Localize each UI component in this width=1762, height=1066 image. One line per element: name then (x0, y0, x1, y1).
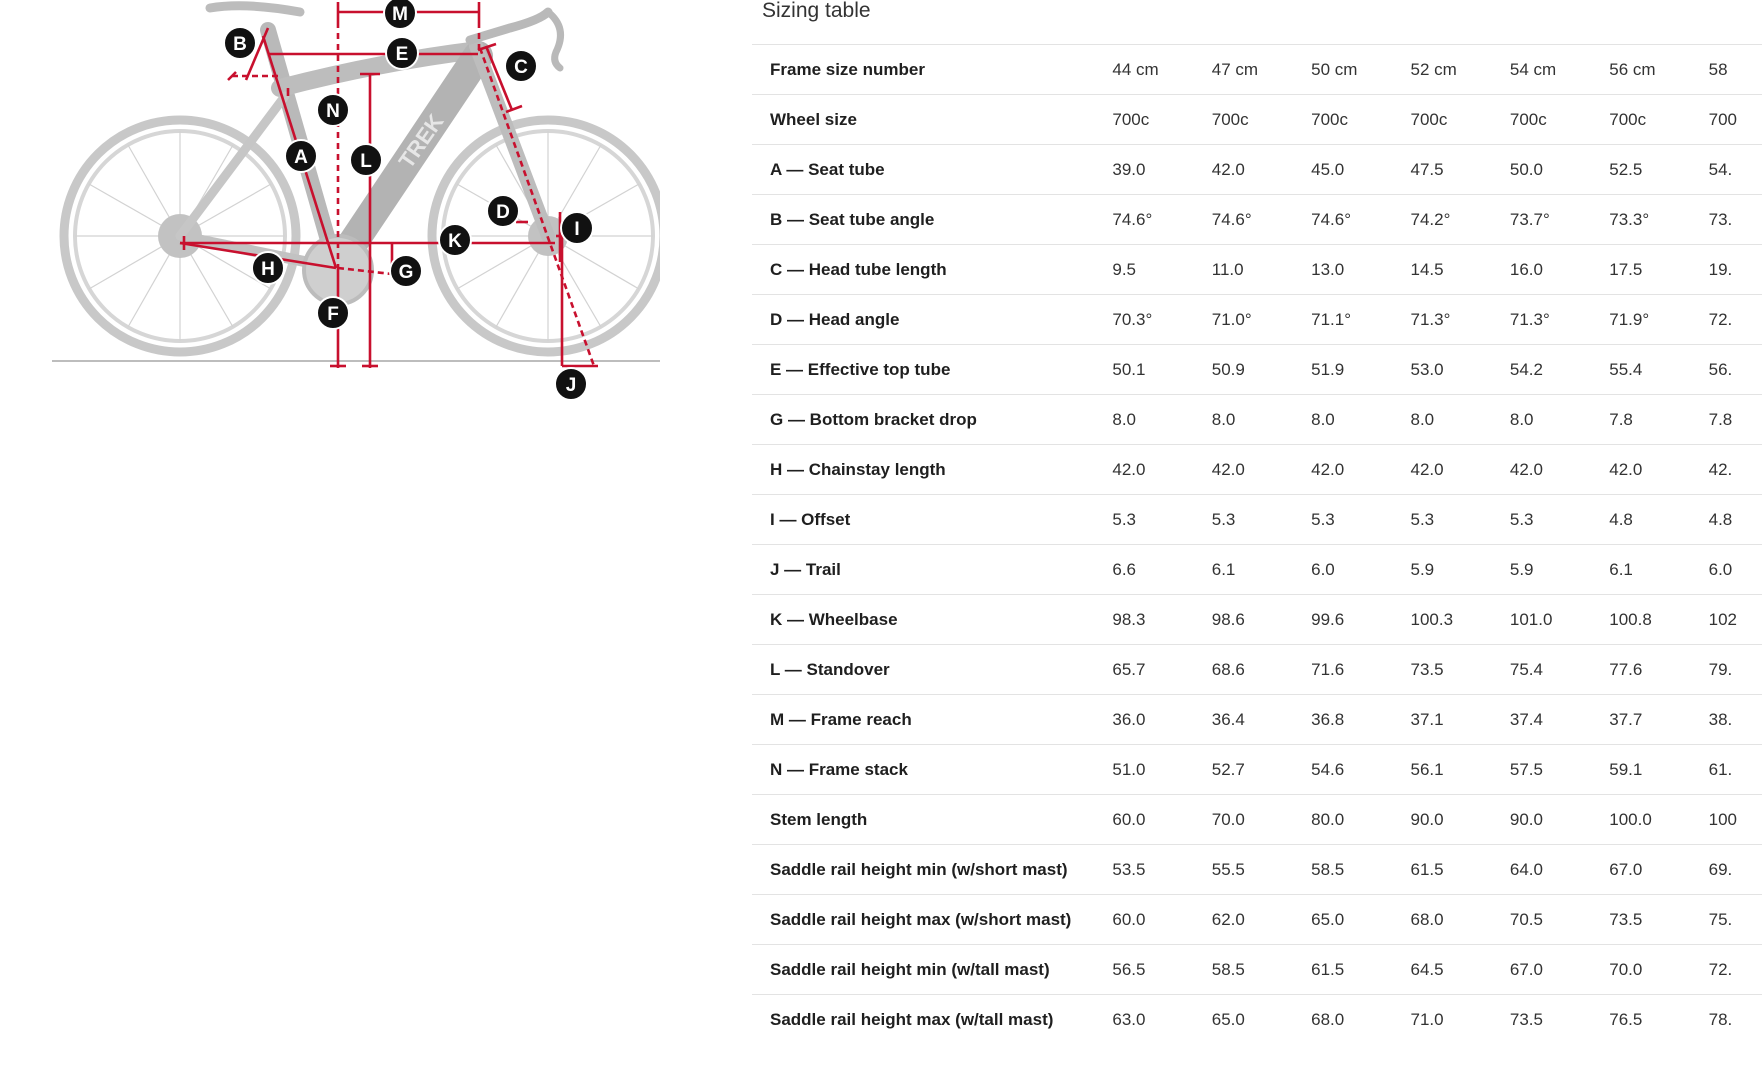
marker-letter: B (233, 34, 247, 55)
table-cell: 73.5 (1607, 895, 1706, 945)
row-label: G — Bottom bracket drop (752, 395, 1110, 445)
table-cell: 72. (1707, 295, 1762, 345)
table-cell: 60.0 (1110, 795, 1209, 845)
table-cell: 56.5 (1110, 945, 1209, 995)
table-cell: 42.0 (1210, 445, 1309, 495)
table-cell: 36.0 (1110, 695, 1209, 745)
table-cell: 47.5 (1409, 145, 1508, 195)
table-cell: 98.3 (1110, 595, 1209, 645)
table-row (752, 895, 1762, 945)
frame-brand-text: TREK (393, 109, 449, 173)
table-cell: 14.5 (1409, 245, 1508, 295)
table-cell: 51.9 (1309, 345, 1408, 395)
row-label: L — Standover (752, 645, 1110, 695)
table-cell: 42.0 (1110, 445, 1209, 495)
table-row (752, 445, 1762, 495)
marker-letter: F (327, 304, 339, 325)
table-cell: 90.0 (1508, 795, 1607, 845)
table-cell: 71.3° (1409, 295, 1508, 345)
table-cell: 68.0 (1309, 995, 1408, 1045)
table-cell: 44 cm (1110, 45, 1209, 95)
table-cell: 54.2 (1508, 345, 1607, 395)
marker-g (390, 255, 422, 287)
sizing-table (752, 44, 1762, 1045)
table-cell: 74.6° (1110, 195, 1209, 245)
table-cell: 67.0 (1508, 945, 1607, 995)
table-cell: 77.6 (1607, 645, 1706, 695)
table-cell: 79. (1707, 645, 1762, 695)
table-cell: 71.6 (1309, 645, 1408, 695)
table-cell: 71.0 (1409, 995, 1508, 1045)
table-cell: 100.3 (1409, 595, 1508, 645)
row-label: I — Offset (752, 495, 1110, 545)
table-cell: 78. (1707, 995, 1762, 1045)
table-cell: 19. (1707, 245, 1762, 295)
table-cell: 13.0 (1309, 245, 1408, 295)
marker-k (439, 224, 471, 256)
table-cell: 71.1° (1309, 295, 1408, 345)
table-row (752, 145, 1762, 195)
table-row (752, 495, 1762, 545)
table-cell: 64.0 (1508, 845, 1607, 895)
table-cell: 70.5 (1508, 895, 1607, 945)
table-row (752, 645, 1762, 695)
row-label: M — Frame reach (752, 695, 1110, 745)
table-cell: 64.5 (1409, 945, 1508, 995)
row-label: D — Head angle (752, 295, 1110, 345)
table-cell: 73.5 (1508, 995, 1607, 1045)
table-cell: 9.5 (1110, 245, 1209, 295)
table-cell: 4.8 (1607, 495, 1706, 545)
table-cell: 70.3° (1110, 295, 1209, 345)
table-cell: 55.4 (1607, 345, 1706, 395)
table-cell: 101.0 (1508, 595, 1607, 645)
table-cell: 69. (1707, 845, 1762, 895)
marker-b (224, 27, 256, 59)
table-row (752, 995, 1762, 1045)
table-cell: 80.0 (1309, 795, 1408, 845)
table-cell: 700c (1309, 95, 1408, 145)
table-cell: 47 cm (1210, 45, 1309, 95)
table-cell: 700c (1607, 95, 1706, 145)
table-cell: 54.6 (1309, 745, 1408, 795)
row-label: Saddle rail height max (w/tall mast) (752, 995, 1110, 1045)
marker-n (317, 94, 349, 126)
table-cell: 98.6 (1210, 595, 1309, 645)
marker-letter: C (514, 57, 528, 78)
table-cell: 8.0 (1309, 395, 1408, 445)
marker-a (285, 140, 317, 172)
table-cell: 700 (1707, 95, 1762, 145)
marker-c (505, 50, 537, 82)
table-cell: 700c (1409, 95, 1508, 145)
table-cell: 58 (1707, 45, 1762, 95)
table-cell: 70.0 (1210, 795, 1309, 845)
table-cell: 100.8 (1607, 595, 1706, 645)
table-cell: 6.0 (1309, 545, 1408, 595)
table-cell: 56 cm (1607, 45, 1706, 95)
table-cell: 6.0 (1707, 545, 1762, 595)
marker-letter: N (326, 101, 340, 122)
table-cell: 55.5 (1210, 845, 1309, 895)
bike-geometry-diagram (0, 0, 660, 420)
marker-letter: L (360, 151, 372, 172)
table-cell: 8.0 (1210, 395, 1309, 445)
table-cell: 70.0 (1607, 945, 1706, 995)
table-cell: 53.0 (1409, 345, 1508, 395)
table-cell: 36.4 (1210, 695, 1309, 745)
table-cell: 65.0 (1210, 995, 1309, 1045)
marker-letter: G (398, 262, 414, 283)
marker-letter: M (392, 4, 408, 25)
table-cell: 67.0 (1607, 845, 1706, 895)
row-label: Saddle rail height max (w/short mast) (752, 895, 1110, 945)
table-cell: 75.4 (1508, 645, 1607, 695)
table-cell: 39.0 (1110, 145, 1209, 195)
table-cell: 73.3° (1607, 195, 1706, 245)
table-cell: 71.3° (1508, 295, 1607, 345)
table-cell: 6.6 (1110, 545, 1209, 595)
table-row (752, 745, 1762, 795)
table-cell: 76.5 (1607, 995, 1706, 1045)
table-cell: 62.0 (1210, 895, 1309, 945)
row-label: E — Effective top tube (752, 345, 1110, 395)
table-cell: 56.1 (1409, 745, 1508, 795)
marker-h (252, 252, 284, 284)
table-cell: 61. (1707, 745, 1762, 795)
table-cell: 700c (1210, 95, 1309, 145)
table-cell: 37.4 (1508, 695, 1607, 745)
table-row (752, 845, 1762, 895)
table-cell: 42. (1707, 445, 1762, 495)
sizing-table-body (752, 45, 1762, 1045)
table-cell: 60.0 (1110, 895, 1209, 945)
table-cell: 74.6° (1309, 195, 1408, 245)
row-label: H — Chainstay length (752, 445, 1110, 495)
table-cell: 51.0 (1110, 745, 1209, 795)
table-cell: 5.3 (1508, 495, 1607, 545)
table-cell: 36.8 (1309, 695, 1408, 745)
table-cell: 37.1 (1409, 695, 1508, 745)
bike-geometry-svg (0, 0, 660, 420)
row-label: B — Seat tube angle (752, 195, 1110, 245)
row-label: J — Trail (752, 545, 1110, 595)
table-cell: 52 cm (1409, 45, 1508, 95)
table-cell: 71.0° (1210, 295, 1309, 345)
marker-letter: D (496, 202, 510, 223)
row-label: Saddle rail height min (w/short mast) (752, 845, 1110, 895)
table-row (752, 195, 1762, 245)
table-cell: 8.0 (1110, 395, 1209, 445)
table-cell: 54 cm (1508, 45, 1607, 95)
table-cell: 59.1 (1607, 745, 1706, 795)
table-row (752, 795, 1762, 845)
table-cell: 6.1 (1607, 545, 1706, 595)
table-cell: 700c (1110, 95, 1209, 145)
row-label: A — Seat tube (752, 145, 1110, 195)
table-cell: 102 (1707, 595, 1762, 645)
table-cell: 42.0 (1409, 445, 1508, 495)
table-cell: 61.5 (1409, 845, 1508, 895)
marker-letter: K (448, 231, 462, 252)
table-cell: 73.5 (1409, 645, 1508, 695)
row-label: Wheel size (752, 95, 1110, 145)
marker-letter: I (574, 219, 580, 240)
table-cell: 72. (1707, 945, 1762, 995)
marker-l (350, 144, 382, 176)
row-label: Frame size number (752, 45, 1110, 95)
table-cell: 8.0 (1508, 395, 1607, 445)
table-cell: 74.6° (1210, 195, 1309, 245)
row-label: C — Head tube length (752, 245, 1110, 295)
table-cell: 6.1 (1210, 545, 1309, 595)
table-cell: 38. (1707, 695, 1762, 745)
table-cell: 50.9 (1210, 345, 1309, 395)
table-cell: 63.0 (1110, 995, 1209, 1045)
table-row (752, 345, 1762, 395)
sizing-table-section (752, 0, 1762, 1066)
table-cell: 37.7 (1607, 695, 1706, 745)
table-cell: 7.8 (1707, 395, 1762, 445)
table-row (752, 45, 1762, 95)
row-label: Stem length (752, 795, 1110, 845)
table-cell: 5.3 (1409, 495, 1508, 545)
marker-letter: E (395, 44, 409, 65)
table-row (752, 395, 1762, 445)
table-cell: 50.0 (1508, 145, 1607, 195)
table-cell: 73. (1707, 195, 1762, 245)
table-title: Sizing table (762, 0, 871, 22)
table-cell: 100 (1707, 795, 1762, 845)
table-cell: 11.0 (1210, 245, 1309, 295)
marker-f (317, 297, 349, 329)
table-cell: 42.0 (1607, 445, 1706, 495)
table-cell: 42.0 (1210, 145, 1309, 195)
table-cell: 65.0 (1309, 895, 1408, 945)
table-cell: 58.5 (1309, 845, 1408, 895)
table-row (752, 95, 1762, 145)
table-cell: 65.7 (1110, 645, 1209, 695)
table-cell: 5.3 (1110, 495, 1209, 545)
marker-m (384, 0, 416, 29)
table-cell: 50 cm (1309, 45, 1408, 95)
table-row (752, 295, 1762, 345)
table-cell: 8.0 (1409, 395, 1508, 445)
table-cell: 52.7 (1210, 745, 1309, 795)
row-label: Saddle rail height min (w/tall mast) (752, 945, 1110, 995)
table-row (752, 945, 1762, 995)
table-cell: 68.0 (1409, 895, 1508, 945)
marker-letter: H (261, 259, 275, 280)
table-cell: 5.9 (1508, 545, 1607, 595)
marker-d (487, 195, 519, 227)
table-cell: 75. (1707, 895, 1762, 945)
table-cell: 52.5 (1607, 145, 1706, 195)
table-cell: 54. (1707, 145, 1762, 195)
table-cell: 71.9° (1607, 295, 1706, 345)
row-label: K — Wheelbase (752, 595, 1110, 645)
table-cell: 58.5 (1210, 945, 1309, 995)
table-cell: 56. (1707, 345, 1762, 395)
table-cell: 42.0 (1309, 445, 1408, 495)
table-row (752, 595, 1762, 645)
table-row (752, 245, 1762, 295)
marker-letter: A (294, 147, 308, 168)
table-cell: 90.0 (1409, 795, 1508, 845)
row-label: N — Frame stack (752, 745, 1110, 795)
table-cell: 57.5 (1508, 745, 1607, 795)
table-cell: 4.8 (1707, 495, 1762, 545)
table-cell: 45.0 (1309, 145, 1408, 195)
table-cell: 53.5 (1110, 845, 1209, 895)
table-cell: 99.6 (1309, 595, 1408, 645)
table-cell: 73.7° (1508, 195, 1607, 245)
table-cell: 68.6 (1210, 645, 1309, 695)
table-cell: 5.3 (1309, 495, 1408, 545)
table-cell: 16.0 (1508, 245, 1607, 295)
table-cell: 61.5 (1309, 945, 1408, 995)
table-cell: 17.5 (1607, 245, 1706, 295)
table-cell: 74.2° (1409, 195, 1508, 245)
table-cell: 7.8 (1607, 395, 1706, 445)
marker-j (555, 368, 587, 400)
marker-letter: J (565, 375, 577, 396)
table-cell: 50.1 (1110, 345, 1209, 395)
table-cell: 5.9 (1409, 545, 1508, 595)
table-cell: 42.0 (1508, 445, 1607, 495)
table-cell: 700c (1508, 95, 1607, 145)
table-row (752, 545, 1762, 595)
marker-i (561, 212, 593, 244)
table-cell: 5.3 (1210, 495, 1309, 545)
table-cell: 100.0 (1607, 795, 1706, 845)
table-row (752, 695, 1762, 745)
marker-e (386, 37, 418, 69)
